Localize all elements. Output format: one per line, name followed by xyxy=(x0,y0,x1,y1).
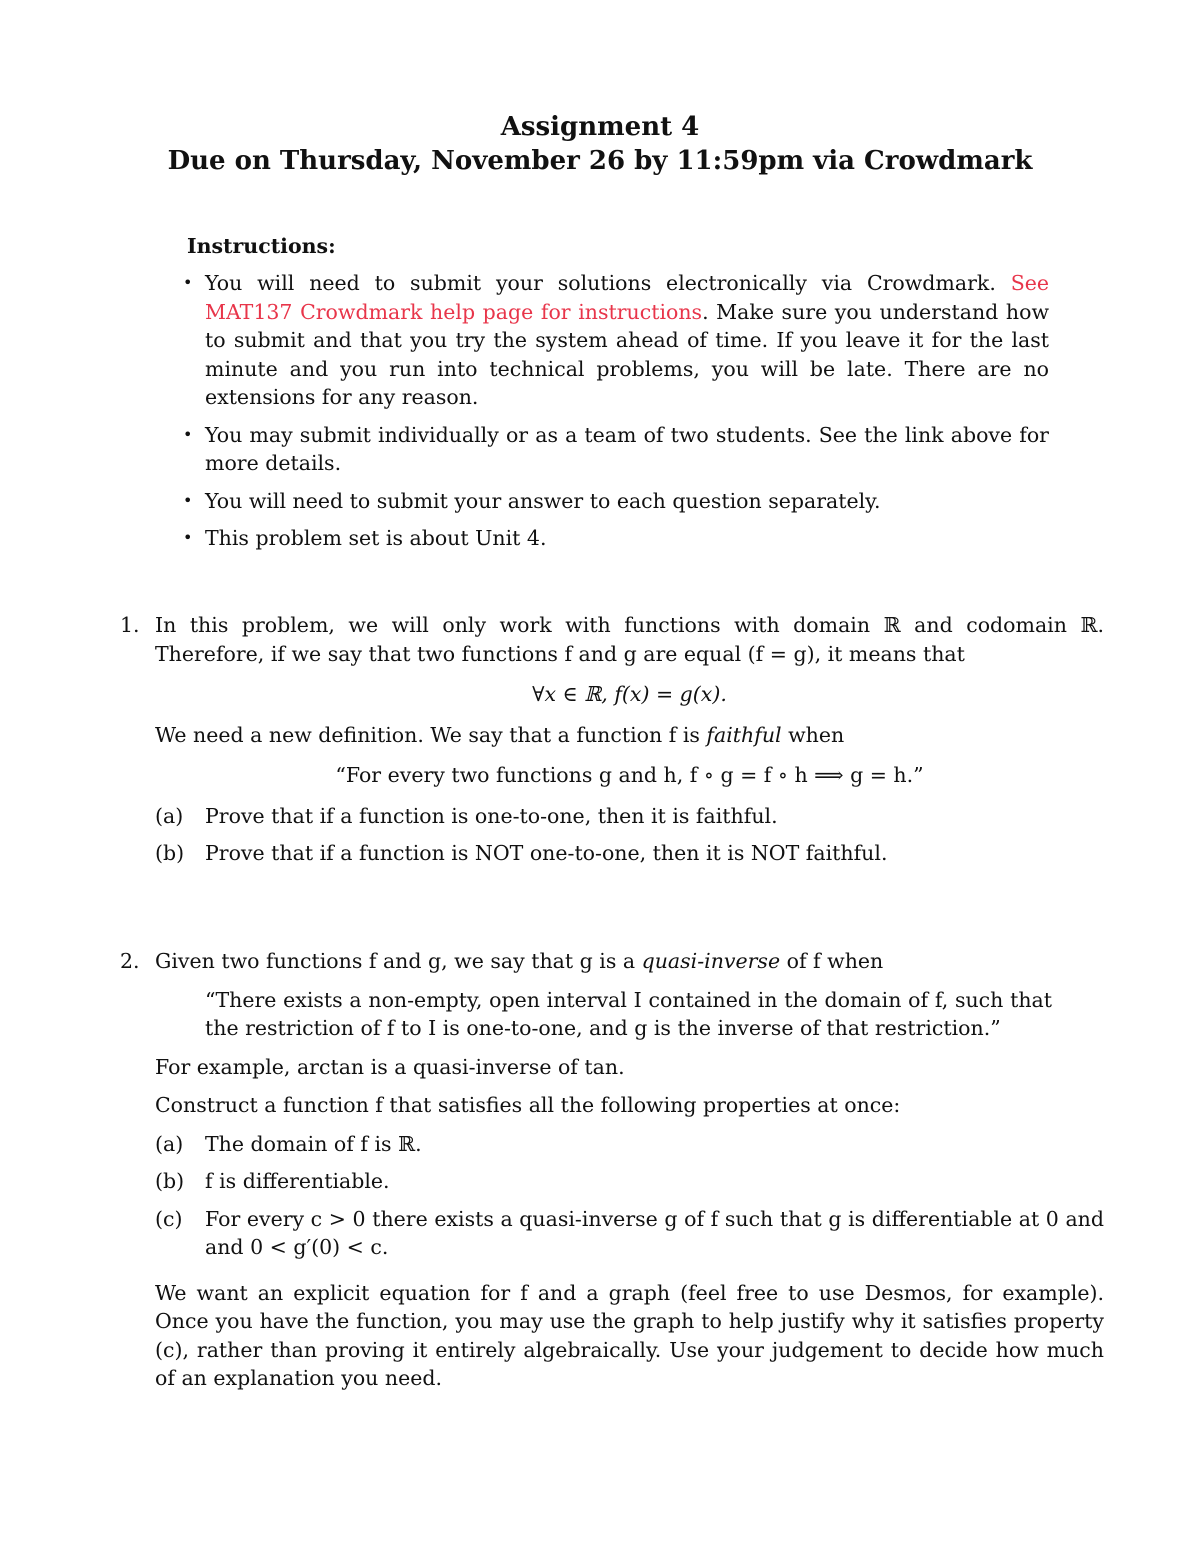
construct-text: Construct a function f that satisfies all the following properties at once: xyxy=(155,1093,901,1117)
part-text: Prove that if a function is NOT one-to-one, then it is NOT faithful. xyxy=(205,841,888,865)
instruction-text: You will need to submit your solutions electronically via Crowdmark. xyxy=(205,271,1011,295)
instructions-heading: Instructions: xyxy=(187,234,336,258)
faithful-definition-intro xyxy=(155,721,1104,750)
part-label: (b) xyxy=(155,1169,185,1193)
part-text: Prove that if a function is one-to-one, then it is faithful. xyxy=(205,803,778,828)
closing-text: We want an explicit equation for f and a graph (feel free to use Desmos, for example). Once you have the function, you may use the graph to help justify why it satisfies property (c), rather than proving it entirely algebraically. Use your judgement to decide how much of an explanation you need. xyxy=(155,1280,1104,1390)
text: when xyxy=(781,722,845,747)
problem-number: 2. xyxy=(120,949,140,973)
problem-number: 1. xyxy=(120,613,140,637)
example-text: For example, arctan is a quasi-inverse of tan. xyxy=(155,1054,625,1079)
text: We need a new definition. We say that a function f is xyxy=(155,722,707,747)
bullet-icon: • xyxy=(183,528,193,547)
bullet-icon: • xyxy=(183,273,193,292)
instruction-item xyxy=(183,524,1049,553)
instruction-text: You will need to submit your answer to each question separately. xyxy=(205,488,881,513)
equality-definition xyxy=(155,680,1104,709)
instructions-list xyxy=(183,269,1049,562)
text: of f when xyxy=(780,949,884,973)
part-text: For every c > 0 there exists a quasi-inverse g of f such that g is differentiable at 0 and and 0 < g′(0) < c. xyxy=(205,1206,1104,1259)
part-text: f is differentiable. xyxy=(205,1169,390,1193)
part-b xyxy=(155,1167,1104,1196)
quasi-inverse-definition: “There exists a non-empty, open interval I contained in the domain of f, such that the restriction of f to I is one-to-one, and g is the inverse of that restriction.” xyxy=(205,987,1052,1040)
text: Given two functions f and g, we say that g is a xyxy=(155,949,642,973)
part-b xyxy=(155,839,1104,868)
faithful-definition: “For every two functions g and h, f ∘ g = f ∘ h ⟹ g = h.” xyxy=(335,763,924,787)
defined-term: quasi-inverse xyxy=(641,949,781,973)
defined-term: faithful xyxy=(706,722,782,747)
problem-intro xyxy=(155,947,1104,976)
problem-intro: In this problem, we will only work with functions with domain ℝ and codomain ℝ. Therefore, if we say that two functions f and g are equal (f = g), it means that xyxy=(155,613,1104,666)
part-label: (b) xyxy=(155,841,185,865)
bullet-icon: • xyxy=(183,490,193,510)
problem-2 xyxy=(120,947,1104,1393)
part-label: (a) xyxy=(155,1131,184,1156)
part-text: The domain of f is ℝ. xyxy=(205,1131,422,1156)
bullet-icon: • xyxy=(183,424,193,444)
instruction-text: This problem set is about Unit 4. xyxy=(205,526,547,550)
instruction-item xyxy=(183,487,1049,516)
part-label: (c) xyxy=(155,1206,183,1231)
problem-1 xyxy=(120,611,1104,877)
assignment-title: Assignment 4 xyxy=(500,112,700,142)
math-display: ∀x ∈ ℝ, f(x) = g(x). xyxy=(532,682,727,706)
instruction-item xyxy=(183,421,1049,478)
part-label: (a) xyxy=(155,803,184,828)
due-date-line: Due on Thursday, November 26 by 11:59pm via Crowdmark xyxy=(167,146,1033,176)
crowdmark-help-link[interactable]: See MAT137 Crowdmark help page for instructions xyxy=(205,271,1049,324)
instruction-text: You may submit individually or as a team of two students. See the link above for more details. xyxy=(205,422,1049,475)
part-a xyxy=(155,802,1104,831)
part-a xyxy=(155,1130,1104,1159)
instruction-item xyxy=(183,269,1049,412)
part-c xyxy=(155,1205,1104,1262)
instruction-text: . Make sure you understand how to submit and that you try the system ahead of time. If you leave it for the last minute and you run into technical problems, you will be late. There are no extensions for any reason. xyxy=(205,299,1049,409)
